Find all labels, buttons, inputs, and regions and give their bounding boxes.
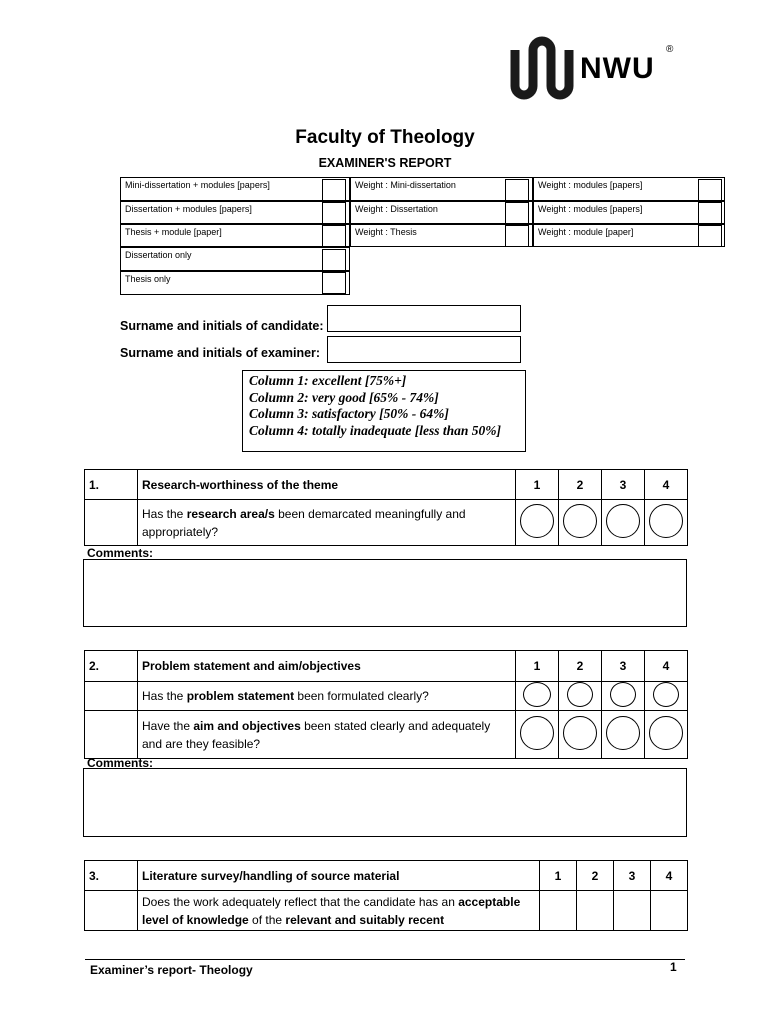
column-header: 1 (540, 861, 577, 891)
rating-circle-2[interactable] (567, 682, 593, 707)
section-number: 2. (85, 651, 138, 682)
rating-cell (516, 711, 559, 759)
type-cell: Dissertation + modules [papers] (120, 201, 350, 224)
weight-cell: Weight : Dissertation (350, 201, 533, 224)
rating-cell[interactable] (614, 891, 651, 931)
rating-cell (645, 682, 688, 711)
column-header: 4 (651, 861, 688, 891)
rating-circle-2[interactable] (563, 716, 597, 750)
section-1-table (84, 469, 688, 546)
column-header: 4 (645, 651, 688, 682)
scale-line: Column 1: excellent [75%+] (249, 373, 407, 388)
rating-scale-legend (242, 370, 526, 452)
type-checkbox[interactable] (322, 202, 346, 224)
logo-text: NWU (580, 52, 655, 85)
type-checkbox[interactable] (322, 272, 346, 294)
section-number: 1. (85, 470, 138, 500)
type-cell: Mini-dissertation + modules [papers] (120, 177, 350, 201)
weight-checkbox[interactable] (505, 202, 529, 224)
comments-box-1[interactable] (83, 559, 687, 627)
section-title: Literature survey/handling of source material (138, 861, 540, 891)
comments-label: Comments: (87, 756, 154, 770)
rating-circle-4[interactable] (653, 682, 679, 707)
weight-checkbox[interactable] (505, 179, 529, 201)
weight-checkbox[interactable] (698, 225, 722, 247)
section-title: Research-worthiness of the theme (138, 470, 516, 500)
examiner-name-field[interactable] (327, 336, 521, 363)
rating-cell (602, 500, 645, 546)
question-text: Does the work adequately reflect that the candidate has an acceptable level of knowledge of the relevant and suitably recent (138, 891, 540, 931)
rating-cell (645, 711, 688, 759)
column-header: 3 (602, 470, 645, 500)
question-text: Has the problem statement been formulated clearly? (138, 682, 516, 711)
rating-cell[interactable] (540, 891, 577, 931)
rating-circle-3[interactable] (606, 504, 640, 538)
candidate-label: Surname and initials of candidate: (120, 319, 324, 333)
weight-checkbox[interactable] (698, 179, 722, 201)
question-text: Have the aim and objectives been stated clearly and adequately and are they feasible? (138, 711, 516, 759)
section-3-table (84, 860, 688, 931)
rating-circle-1[interactable] (520, 504, 554, 538)
rating-cell (645, 500, 688, 546)
column-header: 1 (516, 651, 559, 682)
column-header: 2 (559, 651, 602, 682)
scale-line: Column 3: satisfactory [50% - 64%] (249, 406, 449, 421)
weight-cell: Weight : Mini-dissertation (350, 177, 533, 201)
rating-cell (602, 711, 645, 759)
candidate-name-field[interactable] (327, 305, 521, 332)
type-checkbox[interactable] (322, 249, 346, 271)
rating-cell[interactable] (577, 891, 614, 931)
weight-cell: Weight : module [paper] (533, 224, 725, 247)
weight-cell: Weight : Thesis (350, 224, 533, 247)
rating-cell (559, 500, 602, 546)
rating-circle-3[interactable] (606, 716, 640, 750)
weight-cell: Weight : modules [papers] (533, 177, 725, 201)
rating-circle-4[interactable] (649, 504, 683, 538)
rating-cell (559, 682, 602, 711)
type-cell: Dissertation only (120, 247, 350, 271)
column-header: 1 (516, 470, 559, 500)
weight-cell: Weight : modules [papers] (533, 201, 725, 224)
question-text: Has the research area/s been demarcated meaningfully and appropriately? (138, 500, 516, 546)
type-checkbox[interactable] (322, 179, 346, 201)
rating-circle-2[interactable] (563, 504, 597, 538)
rating-circle-3[interactable] (610, 682, 636, 707)
weight-checkbox[interactable] (505, 225, 529, 247)
column-header: 3 (614, 861, 651, 891)
rating-cell (559, 711, 602, 759)
rating-cell[interactable] (651, 891, 688, 931)
type-cell: Thesis + module [paper] (120, 224, 350, 247)
footer-text: Examiner’s report- Theology (90, 963, 253, 977)
column-header: 4 (645, 470, 688, 500)
rating-cell (602, 682, 645, 711)
scale-line: Column 2: very good [65% - 74%] (249, 389, 439, 405)
comments-box-2[interactable] (83, 768, 687, 837)
rating-cell (516, 500, 559, 546)
page-number: 1 (670, 960, 677, 974)
rating-cell (516, 682, 559, 711)
rating-circle-1[interactable] (523, 682, 551, 707)
scale-line: Column 4: totally inadequate [less than 50%] (249, 422, 502, 438)
column-header: 3 (602, 651, 645, 682)
column-header: 2 (559, 470, 602, 500)
examiner-label: Surname and initials of examiner: (120, 346, 321, 360)
comments-label: Comments: (87, 546, 154, 560)
section-number: 3. (85, 861, 138, 891)
rating-circle-4[interactable] (649, 716, 683, 750)
type-cell: Thesis only (120, 271, 350, 295)
section-2-table (84, 650, 688, 759)
type-checkbox[interactable] (322, 225, 346, 247)
column-header: 2 (577, 861, 614, 891)
registered-mark: ® (666, 44, 674, 55)
footer-divider (85, 959, 685, 960)
report-subtitle: EXAMINER'S REPORT (318, 156, 452, 170)
page-title: Faculty of Theology (295, 127, 475, 148)
rating-circle-1[interactable] (520, 716, 554, 750)
section-title: Problem statement and aim/objectives (138, 651, 516, 682)
weight-checkbox[interactable] (698, 202, 722, 224)
